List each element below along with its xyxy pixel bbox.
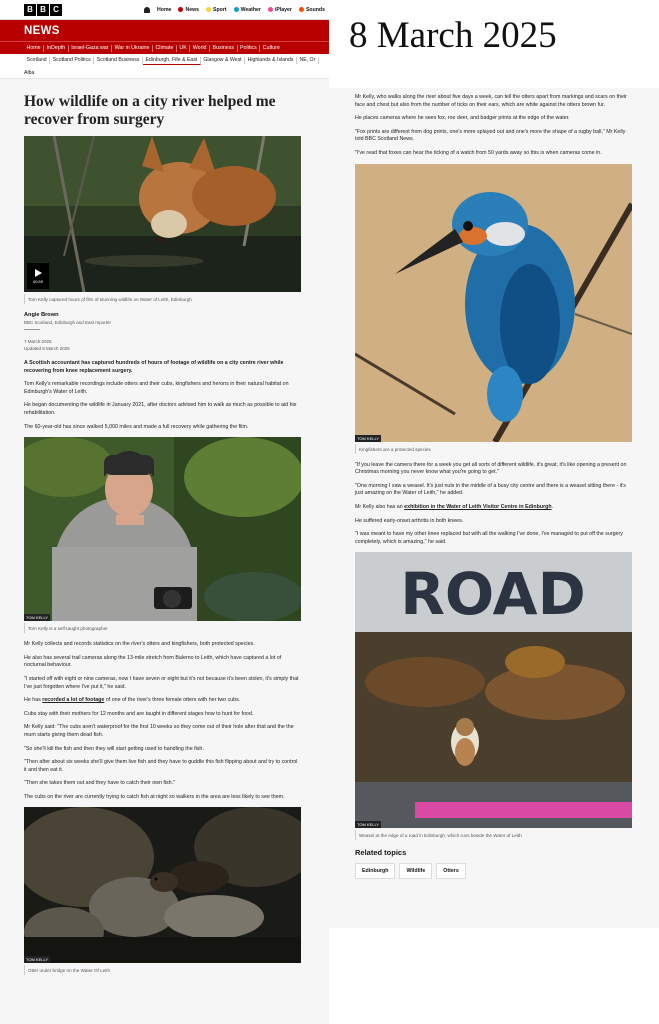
nav-sport-label: Sport: [213, 6, 227, 13]
fox-video-player[interactable]: [24, 136, 301, 292]
nav-sport[interactable]: [206, 7, 227, 13]
article-lead-paragraph: A Scottish accountant has captured hundreds of hours of footage of wildlife on a city centre river while recovering from knee replacement surgery.: [24, 360, 284, 374]
image-credit: TOM KELLY: [26, 615, 49, 621]
author-name[interactable]: Angie Brown: [24, 312, 59, 318]
notifications-bell-icon[interactable]: [144, 7, 150, 13]
article-paragraph: "Then she takes them out and they have to catch their own fish.": [24, 780, 175, 787]
scotland-subnavigation: [0, 54, 329, 67]
article-paragraph: "I started off with eight or nine cameras, now I have seven or eight but it's not because it's been stolen, it's simply that I've just forgotten where I've put it," he said.: [24, 675, 299, 690]
image-caption: Otter under bridge on the Water Of Leith: [24, 965, 301, 975]
bbc-logo-letter: B: [24, 4, 36, 16]
nav-news-label: News: [185, 6, 200, 13]
top-navigation: [144, 7, 325, 13]
nav-home[interactable]: [157, 7, 171, 13]
article-headline: How wildlife on a city river helped me recover from surgery: [24, 93, 276, 128]
article-paragraph: "If you leave the camera there for a week you get all sorts of different wildlife, it's great, it's like opening a present on Christmas morning you never know what you're going to get.": [355, 461, 627, 476]
news-wordmark: NEWS: [24, 24, 60, 37]
article-paragraph: "Fox prints are different from dog prints, one's more splayed out and one's more the shape of a rugby ball," Mr Kelly told BBC Scotland News.: [355, 128, 626, 143]
updated-date: Updated 8 March 2025: [24, 346, 70, 351]
byline-divider: [24, 329, 40, 330]
article-paragraph: He also has several trail cameras along the 13-mile stretch from Balerno to Leith, which have captured a lot of nocturnal behaviour.: [24, 654, 282, 669]
topic-chip-wildlife[interactable]: Wildlife: [399, 863, 432, 879]
paragraph-text: He has: [24, 697, 43, 704]
nav-weather-label: Weather: [240, 6, 261, 13]
image-caption: Weasel at the edge of a road in Edinburgh, which runs beside the Water of Leith: [355, 830, 631, 840]
image-caption: Kingfishers are a protected species: [355, 444, 631, 454]
section-link[interactable]: World: [190, 45, 210, 52]
video-duration: 00:59: [32, 278, 43, 284]
article-paragraph: He places cameras where he sees fox, roe deer, and badger prints at the edge of the water.: [355, 115, 570, 122]
article-paragraph: Mr Kelly said: "The cubs aren't waterproof for the first 10 weeks so they come out of their hole after that and the the mum starts giving them dead fish.: [24, 724, 294, 738]
article-paragraph-with-link: [355, 504, 631, 512]
subsection-link-overflow[interactable]: Alba: [0, 67, 329, 79]
subsection-link[interactable]: NE, Or: [297, 57, 319, 64]
section-link[interactable]: InDepth: [44, 45, 69, 52]
article-paragraph: The cubs on the river are currently trying to catch fish at night so walkers in the area are less likely to see them.: [24, 793, 285, 800]
article-paragraph: "So she'll kill the fish and then they will start getting used to handling the fish.: [24, 745, 204, 752]
image-credit: TOM KELLY: [26, 957, 49, 963]
sounds-icon: [299, 7, 304, 12]
article-paragraph: "I've read that foxes can hear the ticking of a watch from 50 yards away so this is when cameras come in.: [355, 149, 602, 156]
article-paragraph: Tom Kelly's remarkable recordings include otters and their cubs, kingfishers and herons in their natural habitat on Edinburgh's Water of Leith.: [24, 381, 289, 395]
subsection-link[interactable]: Highlands & Islands: [245, 57, 297, 64]
article-paragraph: Cubs stay with their mothers for 12 months and are taught in different stages how to hunt for food.: [24, 710, 254, 717]
fox-video-still: [24, 136, 301, 292]
iplayer-icon: [268, 7, 273, 12]
section-link[interactable]: Culture: [262, 44, 280, 51]
photographer-photo: [24, 437, 301, 621]
article-body: [0, 79, 329, 975]
author-role: BBC Scotland, Edinburgh and East reporter: [24, 320, 112, 325]
topic-chip-edinburgh[interactable]: Edinburgh: [355, 863, 395, 879]
article-paragraph-with-link: [24, 697, 301, 705]
nav-sounds[interactable]: [299, 7, 325, 13]
otter-photo: [24, 807, 301, 963]
paragraph-text: of one of the river's three female otters with her two cubs.: [104, 697, 241, 704]
article-paragraph: Mr Kelly collects and records statistics on the river's otters and kingfishers, both protected species.: [24, 641, 255, 648]
section-link[interactable]: UK: [177, 45, 190, 52]
subsection-link-active[interactable]: Edinburgh, Fife & East: [143, 57, 201, 65]
right-page-column: [329, 0, 659, 1024]
bbc-logo-letter: B: [37, 4, 49, 16]
weather-icon: [234, 7, 239, 12]
kingfisher-image: [355, 164, 632, 442]
road-sign-text: ROAD: [400, 560, 586, 629]
article-continuation-panel: [329, 88, 659, 1024]
image-caption: Tom Kelly is a self-taught photographer: [24, 623, 301, 633]
article-paragraph: He suffered early-onset arthritis in both knees.: [355, 517, 464, 524]
section-link[interactable]: Home: [24, 45, 44, 52]
article-paragraph: "Then after about six weeks she'll give them live fish and they have to guddle this fish flipping about and try to control it and then eat it.: [24, 759, 298, 773]
sport-icon: [206, 7, 211, 12]
article-paragraph: "I was meant to have my other knee replaced but with all the walking I've done, I've managed to put off the surgery completely, which is amazing," he said.: [355, 531, 623, 545]
page-end-whitespace: [329, 928, 659, 1024]
section-navigation: [0, 41, 329, 54]
section-link[interactable]: Business: [210, 45, 238, 52]
nav-iplayer-label: iPlayer: [274, 6, 292, 13]
weasel-image: [355, 552, 632, 828]
otter-image: [24, 807, 301, 963]
news-banner[interactable]: [0, 20, 329, 41]
news-icon: [178, 7, 183, 12]
photographer-image: [24, 437, 301, 621]
bbc-top-bar: [0, 0, 329, 20]
article-continuation: [329, 88, 659, 879]
related-topics-list: [355, 863, 631, 879]
subsection-link[interactable]: Scotland: [24, 57, 50, 64]
topic-chip-otters[interactable]: Otters: [436, 863, 466, 879]
image-credit: TOM KELLY: [357, 435, 380, 441]
footage-link[interactable]: recorded a lot of footage: [42, 697, 105, 704]
subsection-link[interactable]: Scotland Politics: [50, 57, 94, 64]
date-heading: 8 March 2025: [349, 15, 557, 56]
section-link[interactable]: Politics: [238, 45, 261, 52]
left-page-column: [0, 0, 329, 1024]
exhibition-link[interactable]: exhibition in the Water of Leith Visitor Centre in Edinburgh: [404, 503, 552, 510]
section-link[interactable]: Climate: [153, 45, 177, 52]
published-date: 7 March 2025: [24, 339, 52, 344]
paragraph-text: Mr Kelly also has an: [355, 503, 405, 510]
play-button[interactable]: [27, 263, 49, 289]
article-paragraph: The 60-year-old has since walked 5,000 miles and made a full recovery while gathering the film.: [24, 423, 249, 430]
article-paragraph: He began documenting the wildlife in January 2021, after doctors advised him to walk as much as possible to aid his rehabilitation.: [24, 402, 297, 416]
kingfisher-photo: [355, 164, 632, 442]
nav-home-label: Home: [157, 6, 172, 13]
weasel-photo: [355, 552, 632, 828]
video-caption: Tom Kelly captured hours of film of stunning wildlife on Water of Leith, Edinburgh: [24, 294, 301, 304]
article-paragraph: "One morning I saw a weasel. It's just nuts in the middle of a busy city centre and there is a weasel sitting there - it's just amazing on the Water of Leith," he added.: [355, 482, 626, 497]
nav-weather[interactable]: [234, 7, 261, 13]
nav-sounds-label: Sounds: [305, 6, 325, 13]
nav-iplayer[interactable]: [268, 7, 292, 13]
article-paragraph: Mr Kelly, who walks along the river about five days a week, can tell the otters apart from markings and scars on their face and chest but also from the number of ticks on their ears, which are white against the otters brown fur.: [355, 94, 627, 108]
related-topics-title: Related topics: [355, 848, 407, 858]
bbc-logo-letter: C: [50, 4, 62, 16]
bbc-logo[interactable]: [24, 4, 62, 16]
section-link[interactable]: War in Ukraine: [112, 45, 153, 52]
image-credit: TOM KELLY: [357, 822, 380, 828]
nav-news[interactable]: [178, 7, 199, 13]
paragraph-text: .: [551, 503, 554, 510]
subsection-link[interactable]: Glasgow & West: [201, 57, 245, 64]
play-icon: [35, 269, 42, 277]
subsection-link[interactable]: Scotland Business: [94, 57, 143, 64]
section-link[interactable]: Israel-Gaza war: [69, 45, 112, 52]
article-dates: [24, 338, 301, 352]
